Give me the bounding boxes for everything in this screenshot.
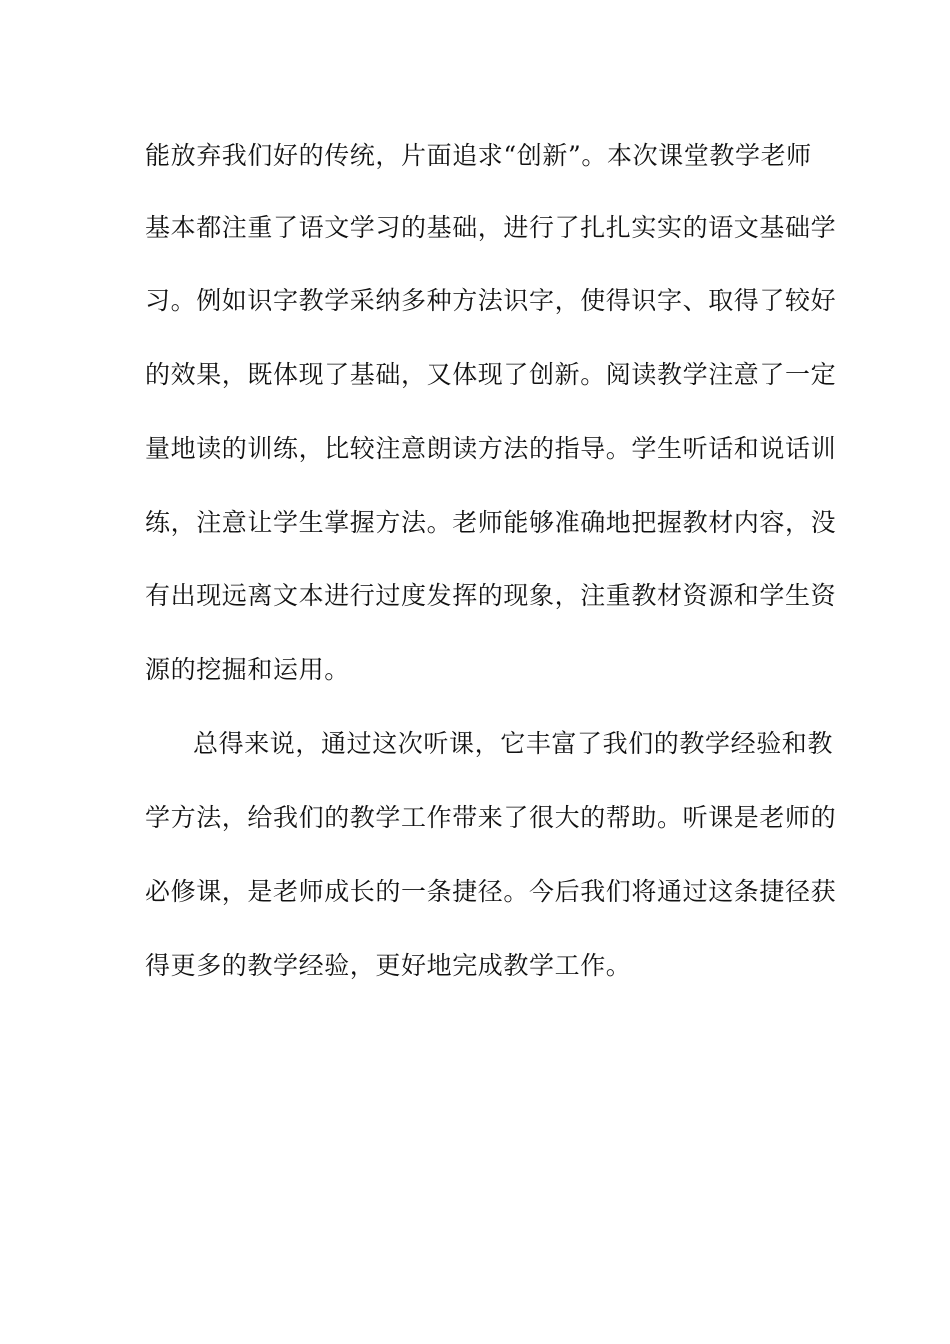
paragraph-1-line: 源的挖掘和运用。 bbox=[145, 655, 350, 684]
paragraph-2-line: 必修课，是老师成长的一条捷径。今后我们将通过这条捷径获 bbox=[145, 877, 837, 906]
paragraph-1-line: 习。例如识字教学采纳多种方法识字，使得识字、取得了较好 bbox=[145, 286, 837, 315]
paragraph-1-line: 基本都注重了语文学习的基础，进行了扎扎实实的语文基础学 bbox=[145, 213, 837, 242]
paragraph-1-line: 有出现远离文本进行过度发挥的现象，注重教材资源和学生资 bbox=[145, 581, 837, 610]
paragraph-1-line: 的效果，既体现了基础，又体现了创新。阅读教学注意了一定 bbox=[145, 360, 837, 389]
paragraph-1-line: 量地读的训练，比较注意朗读方法的指导。学生听话和说话训 bbox=[145, 434, 837, 463]
paragraph-1-line: 练，注意让学生掌握方法。老师能够准确地把握教材内容，没 bbox=[145, 508, 837, 537]
paragraph-2-line: 得更多的教学经验，更好地完成教学工作。 bbox=[145, 951, 632, 980]
paragraph-2-line: 总得来说，通过这次听课，它丰富了我们的教学经验和教 bbox=[193, 729, 834, 758]
paragraph-2-line: 学方法，给我们的教学工作带来了很大的帮助。听课是老师的 bbox=[145, 803, 837, 832]
paragraph-1-line: 能放弃我们好的传统，片面追求“创新”。本次课堂教学老师 bbox=[145, 141, 812, 170]
